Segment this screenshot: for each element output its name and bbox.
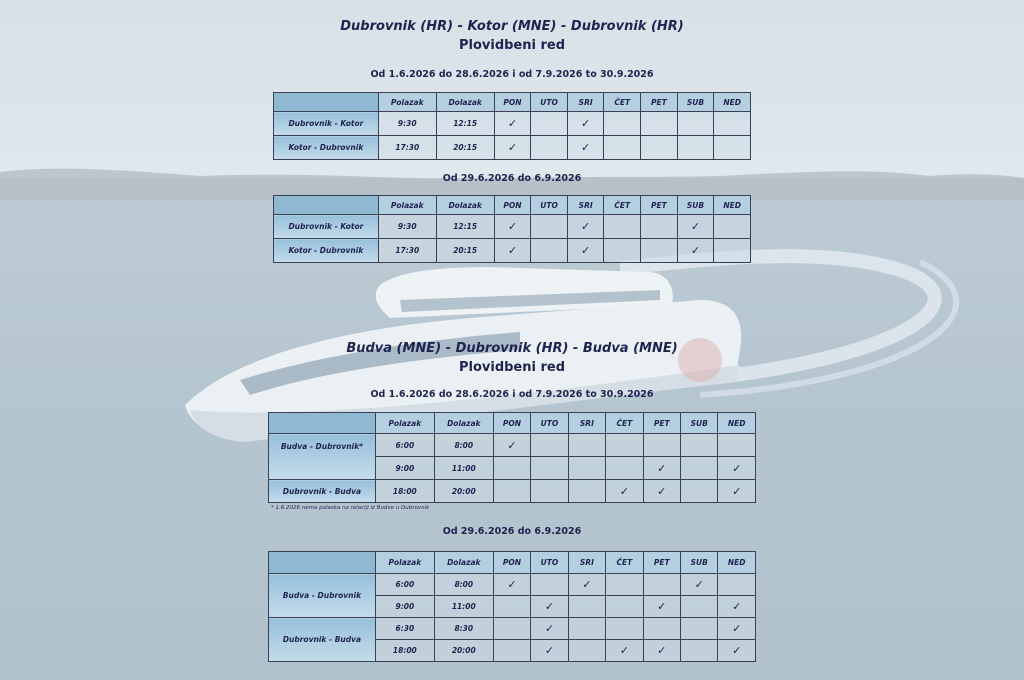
header-day: SRI — [568, 552, 605, 574]
day-cell — [643, 596, 680, 618]
checkmark-icon: ✓ — [657, 644, 667, 657]
day-cell — [494, 239, 531, 263]
checkmark-icon: ✓ — [507, 578, 517, 591]
table-row — [269, 618, 756, 640]
checkmark-icon: ✓ — [507, 117, 518, 130]
route-name: Budva - Dubrovnik — [269, 574, 376, 618]
header-day: PON — [493, 413, 530, 434]
day-cell — [568, 574, 605, 596]
day-cell — [643, 434, 680, 457]
day-cell — [681, 434, 718, 457]
day-cell — [718, 596, 756, 618]
header-day: ČET — [606, 413, 643, 434]
header-arrival: Dolazak — [436, 93, 494, 112]
header-day: SRI — [567, 93, 604, 112]
day-cell — [531, 480, 568, 503]
route-name: Kotor - Dubrovnik — [274, 136, 379, 160]
day-cell — [681, 480, 718, 503]
day-cell — [714, 239, 751, 263]
day-cell — [494, 112, 531, 136]
table-row — [269, 574, 756, 596]
route-name: Dubrovnik - Kotor — [274, 112, 379, 136]
arrival-time: 12:15 — [436, 215, 494, 239]
day-cell — [531, 434, 568, 457]
day-cell — [643, 640, 680, 662]
checkmark-icon: ✓ — [544, 644, 555, 657]
day-cell — [531, 457, 568, 480]
day-cell — [604, 136, 641, 160]
checkmark-icon: ✓ — [507, 438, 517, 452]
checkmark-icon: ✓ — [732, 622, 742, 635]
timetable-dubrovnik-kotor-1 — [273, 92, 751, 160]
day-cell — [606, 457, 643, 480]
header-arrival: Dolazak — [436, 196, 494, 215]
departure-time: 6:30 — [375, 618, 434, 640]
day-cell — [567, 215, 604, 239]
day-cell — [493, 434, 530, 457]
departure-time: 6:00 — [375, 574, 434, 596]
header-day: SUB — [677, 196, 714, 215]
arrival-time: 8:30 — [434, 618, 493, 640]
departure-time: 17:30 — [378, 239, 436, 263]
route-name: Budva - Dubrovnik* — [269, 434, 376, 480]
arrival-time: 12:15 — [436, 112, 494, 136]
departure-time: 17:30 — [378, 136, 436, 160]
day-cell — [718, 480, 756, 503]
header-day: SRI — [568, 413, 605, 434]
checkmark-icon: ✓ — [657, 600, 667, 613]
day-cell — [641, 136, 678, 160]
route-name: Dubrovnik - Budva — [269, 480, 376, 503]
header-day: UTO — [531, 413, 568, 434]
header-departure: Polazak — [375, 413, 434, 434]
arrival-time: 20:00 — [434, 480, 493, 503]
departure-time: 6:00 — [375, 434, 434, 457]
day-cell — [643, 618, 680, 640]
day-cell — [714, 215, 751, 239]
day-cell — [604, 112, 641, 136]
day-cell — [568, 457, 605, 480]
arrival-time: 11:00 — [434, 457, 493, 480]
day-cell — [677, 136, 714, 160]
checkmark-icon: ✓ — [732, 644, 742, 657]
table-header-row — [274, 93, 751, 112]
day-cell — [714, 136, 751, 160]
departure-time: 9:00 — [375, 457, 434, 480]
day-cell — [718, 434, 756, 457]
header-day: PET — [643, 552, 680, 574]
header-day: PET — [641, 93, 678, 112]
day-cell — [604, 215, 641, 239]
header-day: PON — [494, 196, 531, 215]
checkmark-icon: ✓ — [507, 244, 518, 257]
departure-time: 9:30 — [378, 215, 436, 239]
timetable-budva-dubrovnik-2 — [268, 551, 756, 662]
header-day: NED — [718, 552, 756, 574]
header-day: SUB — [681, 413, 718, 434]
footnote: * 1.6.2026 nema polaska na relaciji iz Budve u Dubrovnik — [271, 505, 430, 511]
day-cell — [494, 215, 531, 239]
checkmark-icon: ✓ — [582, 578, 592, 591]
table-row — [274, 239, 751, 263]
header-departure: Polazak — [378, 196, 436, 215]
checkmark-icon: ✓ — [690, 244, 701, 257]
header-departure: Polazak — [375, 552, 434, 574]
day-cell — [568, 618, 605, 640]
day-cell — [531, 640, 568, 662]
timetable-dubrovnik-kotor-2 — [273, 195, 751, 263]
header-route-blank — [274, 196, 379, 215]
day-cell — [531, 112, 568, 136]
route-name: Dubrovnik - Kotor — [274, 215, 379, 239]
header-day: ČET — [604, 93, 641, 112]
day-cell — [568, 480, 605, 503]
checkmark-icon: ✓ — [581, 117, 591, 130]
day-cell — [606, 434, 643, 457]
arrival-time: 11:00 — [434, 596, 493, 618]
header-day: PON — [494, 93, 531, 112]
day-cell — [531, 574, 568, 596]
day-cell — [677, 215, 714, 239]
day-cell — [493, 574, 530, 596]
header-route-blank — [269, 552, 376, 574]
day-cell — [681, 618, 718, 640]
checkmark-icon: ✓ — [657, 461, 667, 475]
period-label: Od 1.6.2026 do 28.6.2026 i od 7.9.2026 to 30.9.2026 — [370, 389, 654, 400]
table-row — [269, 434, 756, 457]
header-day: PON — [493, 552, 530, 574]
header-day: PET — [643, 413, 680, 434]
route-title-budva-dubrovnik: Budva (MNE) - Dubrovnik (HR) - Budva (MNE) — [346, 341, 678, 356]
day-cell — [531, 618, 568, 640]
departure-time: 18:00 — [375, 640, 434, 662]
day-cell — [606, 618, 643, 640]
checkmark-icon: ✓ — [581, 220, 591, 233]
day-cell — [643, 480, 680, 503]
header-day: SUB — [681, 552, 718, 574]
period-label: Od 1.6.2026 do 28.6.2026 i od 7.9.2026 to 30.9.2026 — [370, 69, 654, 80]
day-cell — [681, 640, 718, 662]
checkmark-icon: ✓ — [581, 141, 591, 154]
route-name: Dubrovnik - Budva — [269, 618, 376, 662]
period-label: Od 29.6.2026 do 6.9.2026 — [442, 173, 582, 184]
header-day: PET — [641, 196, 678, 215]
header-day: SUB — [677, 93, 714, 112]
day-cell — [531, 596, 568, 618]
day-cell — [643, 574, 680, 596]
table-row — [274, 215, 751, 239]
arrival-time: 20:15 — [436, 136, 494, 160]
subtitle-plovidbeni-red: Plovidbeni red — [458, 38, 566, 53]
header-day: ČET — [606, 552, 643, 574]
table-row — [269, 480, 756, 503]
day-cell — [714, 112, 751, 136]
day-cell — [718, 574, 756, 596]
day-cell — [493, 480, 530, 503]
day-cell — [604, 239, 641, 263]
day-cell — [681, 457, 718, 480]
departure-time: 18:00 — [375, 480, 434, 503]
checkmark-icon: ✓ — [732, 461, 742, 475]
checkmark-icon: ✓ — [732, 484, 742, 498]
arrival-time: 8:00 — [434, 434, 493, 457]
arrival-time: 20:15 — [436, 239, 494, 263]
table-header-row — [269, 413, 756, 434]
period-label: Od 29.6.2026 do 6.9.2026 — [442, 526, 582, 537]
header-route-blank — [274, 93, 379, 112]
checkmark-icon: ✓ — [507, 220, 518, 233]
day-cell — [493, 457, 530, 480]
checkmark-icon: ✓ — [544, 600, 555, 613]
day-cell — [606, 640, 643, 662]
arrival-time: 8:00 — [434, 574, 493, 596]
day-cell — [531, 239, 568, 263]
header-day: UTO — [531, 552, 568, 574]
day-cell — [531, 215, 568, 239]
header-arrival: Dolazak — [434, 413, 493, 434]
day-cell — [493, 596, 530, 618]
day-cell — [568, 640, 605, 662]
day-cell — [493, 618, 530, 640]
departure-time: 9:30 — [378, 112, 436, 136]
day-cell — [493, 640, 530, 662]
timetable-budva-dubrovnik-1 — [268, 412, 756, 503]
departure-time: 9:00 — [375, 596, 434, 618]
day-cell — [567, 136, 604, 160]
day-cell — [718, 457, 756, 480]
day-cell — [531, 136, 568, 160]
day-cell — [677, 112, 714, 136]
header-route-blank — [269, 413, 376, 434]
table-header-row — [269, 552, 756, 574]
arrival-time: 20:00 — [434, 640, 493, 662]
day-cell — [568, 596, 605, 618]
route-title-dubrovnik-kotor: Dubrovnik (HR) - Kotor (MNE) - Dubrovnik (HR) — [340, 19, 684, 34]
checkmark-icon: ✓ — [657, 484, 667, 498]
header-day: UTO — [531, 196, 568, 215]
day-cell — [606, 480, 643, 503]
checkmark-icon: ✓ — [732, 600, 742, 613]
table-header-row — [274, 196, 751, 215]
header-day: NED — [718, 413, 756, 434]
day-cell — [718, 618, 756, 640]
header-day: NED — [714, 93, 751, 112]
day-cell — [641, 112, 678, 136]
checkmark-icon: ✓ — [690, 220, 701, 233]
checkmark-icon: ✓ — [694, 578, 704, 591]
checkmark-icon: ✓ — [581, 244, 591, 257]
day-cell — [606, 574, 643, 596]
header-arrival: Dolazak — [434, 552, 493, 574]
day-cell — [677, 239, 714, 263]
day-cell — [718, 640, 756, 662]
day-cell — [643, 457, 680, 480]
day-cell — [606, 596, 643, 618]
day-cell — [568, 434, 605, 457]
header-day: SRI — [567, 196, 604, 215]
day-cell — [567, 112, 604, 136]
day-cell — [641, 239, 678, 263]
header-day: NED — [714, 196, 751, 215]
header-day: UTO — [531, 93, 568, 112]
table-row — [274, 112, 751, 136]
header-departure: Polazak — [378, 93, 436, 112]
checkmark-icon: ✓ — [619, 644, 629, 657]
route-name: Kotor - Dubrovnik — [274, 239, 379, 263]
day-cell — [681, 574, 718, 596]
day-cell — [567, 239, 604, 263]
checkmark-icon: ✓ — [619, 484, 629, 498]
checkmark-icon: ✓ — [544, 622, 555, 635]
checkmark-icon: ✓ — [507, 141, 518, 154]
day-cell — [641, 215, 678, 239]
table-row — [274, 136, 751, 160]
subtitle-plovidbeni-red: Plovidbeni red — [458, 360, 566, 375]
day-cell — [681, 596, 718, 618]
header-day: ČET — [604, 196, 641, 215]
day-cell — [494, 136, 531, 160]
